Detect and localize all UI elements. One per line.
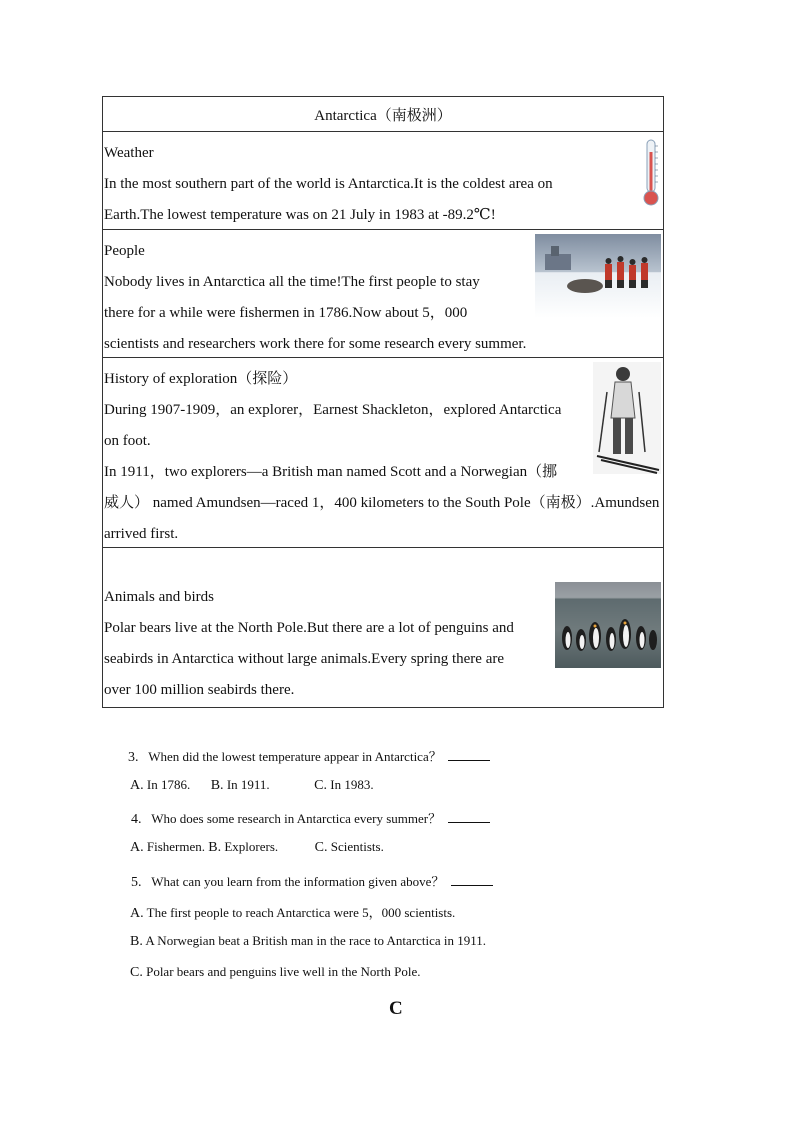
animals-heading: Animals and birds xyxy=(104,589,214,605)
weather-line: Earth.The lowest temperature was on 21 July in 1983 at -89.2℃! xyxy=(104,207,496,223)
option[interactable]: A. The first people to reach Antarctica were 5，000 scientists. xyxy=(130,905,456,921)
animals-line: seabirds in Antarctica without large animals.Every spring there are xyxy=(104,651,505,667)
animals-row xyxy=(103,547,663,707)
section-heading: C xyxy=(389,998,403,1019)
option[interactable]: C. Scientists. xyxy=(314,839,384,855)
answer-blank[interactable] xyxy=(448,812,490,823)
option[interactable]: B. Explorers. xyxy=(208,839,279,855)
animals-line: over 100 million seabirds there. xyxy=(104,682,295,698)
question-5: 5. What can you learn from the information given above？ xyxy=(131,871,493,891)
people-row xyxy=(103,229,663,357)
people-line: there for a while were fishermen in 1786.Now about 5，000 xyxy=(104,305,468,321)
history-line: 威人） named Amundsen—raced 1，400 kilometers to the South Pole（南极）.Amundsen xyxy=(104,495,660,511)
people-on-ice-photo xyxy=(535,234,661,318)
penguin-colony-photo xyxy=(555,582,661,668)
history-line: During 1907-1909，an explorer，Earnest Shackleton，explored Antarctica xyxy=(104,402,562,418)
people-heading: People xyxy=(104,243,145,259)
history-row xyxy=(103,357,663,547)
weather-row xyxy=(103,131,663,229)
question-3: 3. When did the lowest temperature appear in Antarctica？ xyxy=(128,746,490,766)
option[interactable]: C. In 1983. xyxy=(314,777,374,793)
question-3-options xyxy=(130,777,374,794)
thermometer-icon xyxy=(641,138,661,208)
option[interactable]: A. Fishermen. xyxy=(130,839,206,855)
option[interactable]: A. In 1786. xyxy=(130,777,191,793)
skiing-explorer-photo xyxy=(593,362,661,474)
question-4-options xyxy=(130,839,384,856)
history-line: arrived first. xyxy=(104,526,179,542)
history-line: on foot. xyxy=(104,433,151,449)
option[interactable]: B. In 1911. xyxy=(210,777,270,793)
answer-blank[interactable] xyxy=(451,875,493,886)
history-line: In 1911，two explorers—a British man named Scott and a Norwegian（挪 xyxy=(104,464,558,480)
option[interactable]: B. A Norwegian beat a British man in the race to Antarctica in 1911. xyxy=(130,933,487,949)
question-4: 4. Who does some research in Antarctica every summer？ xyxy=(131,808,490,828)
weather-line: In the most southern part of the world is Antarctica.It is the coldest area on xyxy=(104,176,553,192)
weather-heading: Weather xyxy=(104,145,154,161)
people-line: scientists and researchers work there for some research every summer. xyxy=(104,336,527,352)
option[interactable]: C. Polar bears and penguins live well in the North Pole. xyxy=(130,964,421,980)
animals-line: Polar bears live at the North Pole.But there are a lot of penguins and xyxy=(104,620,514,636)
answer-blank[interactable] xyxy=(448,750,490,761)
antarctica-info-table xyxy=(102,96,664,708)
people-line: Nobody lives in Antarctica all the time!The first people to stay xyxy=(104,274,480,290)
table-title-row xyxy=(103,97,663,131)
history-heading: History of exploration（探险） xyxy=(104,371,298,387)
table-title: Antarctica（南极洲） xyxy=(314,107,452,124)
